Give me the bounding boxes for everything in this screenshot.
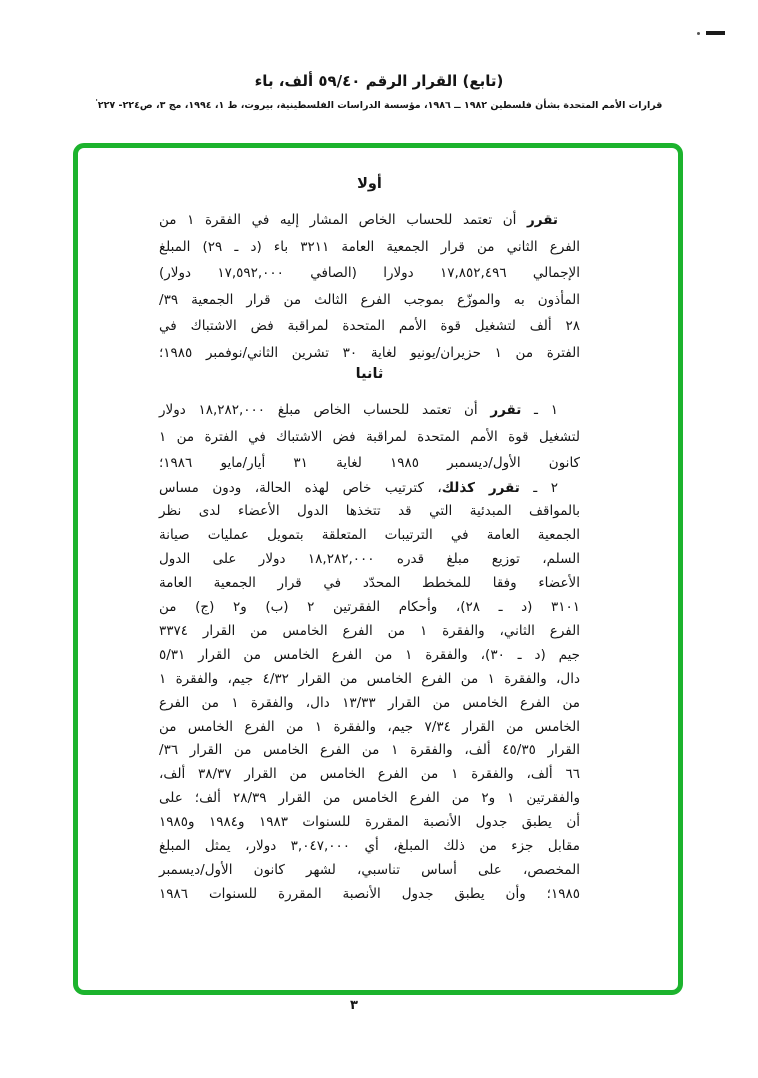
text-line: ٣١٠١ (د ـ ٢٨)، وأحكام الفقرتين ٢ (ب) و٢ (ج) من — [159, 599, 581, 616]
text-line: جيم (د ـ ٣٠)، والفقرة ١ من الفرع الخامس من القرار ٥/٣١ — [159, 646, 581, 663]
section-heading: أولا — [357, 176, 382, 192]
text-line: المخصص، على أساس تناسبي، لشهر كانون الأول/ديسمبر — [159, 862, 580, 878]
text-line: الفرع الثاني، والفقرة ١ من الفرع الخامس من القرار ٣٣٧٤ — [159, 622, 580, 639]
decree-body — [159, 176, 580, 907]
text-line: الخامس من القرار ٧/٣٤ جيم، والفقرة ١ من الفرع الخامس من — [159, 718, 581, 735]
text-line: والفقرتين ١ و٢ من الفرع الخامس من القرار ٢٨/٣٩ ألف؛ على — [159, 790, 580, 807]
text-line: ٢٨ ألف لتشغيل قوة الأمم المتحدة لمراقبة فض الاشتباك في — [159, 318, 580, 334]
section-heading: ثانيا — [355, 366, 384, 382]
text-line: كانون الأول/ديسمبر ١٩٨٥ لغاية ٣١ أيار/مايو ١٩٨٦؛ — [159, 455, 580, 471]
text-line: لتشغيل قوة الأمم المتحدة لمراقبة فض الاشتباك في الفترة من ١ — [159, 428, 580, 445]
text-line: القرار ٤٥/٣٥ ألف، والفقرة ١ من الفرع الخامس من القرار ٣٦/ — [159, 742, 580, 759]
text-line: ١ ـ تقرر أن تعتمد للحساب الخاص مبلغ ١٨,٢٨٢,٠٠٠ دولار — [159, 402, 558, 418]
text-line: ٦٦ ألف، والفقرة ١ من الفرع الخامس من القرار ٣٨/٣٧ ألف، — [159, 766, 580, 783]
bold-lead-word: تقرر كذلك — [441, 479, 520, 496]
text-line: المأذون به والموزّع بموجب الفرع الثالث من قرار الجمعية ٣٩/ — [159, 291, 580, 308]
paragraph — [159, 207, 580, 366]
text-line: السلم، توزيع مبلغ قدره ١٨,٢٨٢,٠٠٠ دولار على الدول — [159, 551, 580, 568]
source-citation-line — [0, 98, 758, 111]
footnote-tick-mark: ' — [95, 98, 98, 106]
page-header — [0, 72, 758, 111]
paragraph — [159, 477, 580, 907]
text-line: الفترة من ١ حزيران/يونيو لغاية ٣٠ تشرين الثاني/نوفمبر ١٩٨٥؛ — [159, 344, 580, 361]
text-line: تقرر أن تعتمد للحساب الخاص المشار إليه في الفقرة ١ من — [159, 212, 558, 228]
text-line: بالمواقف المبدئية التي قد تتخذها الدول الأعضاء لدى نظر — [159, 503, 580, 520]
page-number: ٣ — [350, 998, 358, 1013]
text-line: دال، والفقرة ١ من الفرع الخامس من القرار ٤/٣٢ جيم، والفقرة ١ — [159, 670, 580, 687]
source-citation-text: قرارات الأمم المتحدة بشأن فلسطين ١٩٨٢ ــ ١٩٨٦، مؤسسة الدراسات الفلسطينية، بيروت، ط ١، ١٩٩٤، مج ٣، ص٢٢٤- ٢٢٧ — [97, 100, 663, 112]
bold-lead-word: تقرر — [490, 402, 522, 418]
resolution-title: (تابع) القرار الرقم ٥٩/٤٠ ألف، باء — [254, 72, 504, 90]
text-line: أن يطبق جدول الأنصبة المقررة للسنوات ١٩٨٣ و١٩٨٤ و١٩٨٥ — [159, 814, 581, 831]
scan-corner-mark — [697, 31, 725, 35]
text-line: ١٩٨٥؛ وأن يطبق جدول الأنصبة المقررة للسنوات ١٩٨٦ — [159, 885, 580, 902]
dot-mark-icon — [697, 32, 700, 35]
dash-mark-icon — [706, 31, 725, 35]
paragraph — [159, 397, 580, 477]
text-line: مقابل جزء من ذلك المبلغ، أي ٣,٠٤٧,٠٠٠ دولار، يمثل المبلغ — [159, 838, 580, 855]
text-line: الجمعية العامة في الترتيبات المتعلقة بتمويل عمليات صيانة — [159, 527, 580, 544]
text-line: ٢ ـ تقرر كذلك، كترتيب خاص لهذه الحالة، ودون مساس — [159, 479, 558, 496]
text-line: من الفرع الخامس من القرار ١٣/٣٣ دال، والفقرة ١ من الفرع — [159, 694, 580, 711]
bold-lead-word: تقرر — [527, 212, 558, 228]
text-line: الأعضاء وفقا للمخطط المحدّد في قرار الجمعية العامة — [159, 575, 580, 592]
text-line: الفرع الثاني من قرار الجمعية العامة ٣٢١١ باء (د ـ ٢٩) المبلغ — [159, 238, 580, 255]
text-line: الإجمالي ١٧,٨٥٢,٤٩٦ دولارا (الصافي ١٧,٥٩٢,٠٠٠ دولار) — [159, 265, 580, 281]
